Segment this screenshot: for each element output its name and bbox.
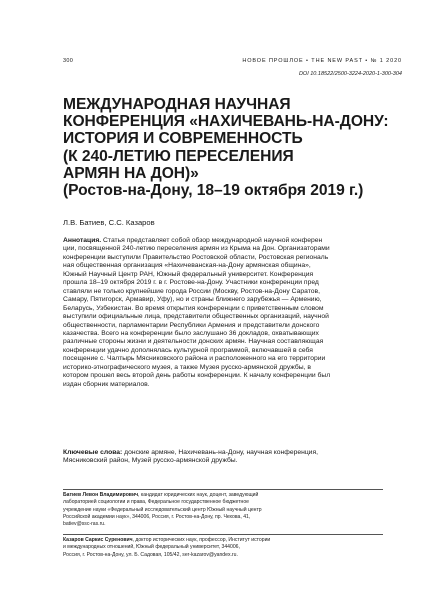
abstract-line: Самару, Пятигорск, Армавир, Уфу), но и страны ближнего зарубежья — Армению, xyxy=(63,296,322,304)
footnote-divider xyxy=(63,534,383,535)
abstract-line: котором прошел весь второй день работы конференции. К началу конференции был xyxy=(63,372,331,380)
abstract-line: прошла 18–19 октября 2019 г. в г. Ростове-на-Дону. Участники конференции пред xyxy=(63,279,319,287)
article-title xyxy=(63,96,408,199)
abstract-label: Аннотация. xyxy=(63,237,102,244)
abstract-line: историко-этнографического музея, а также Музея русско-армянской дружбы, в xyxy=(63,363,311,371)
footnote-line: и международных отношений, Южный федеральный университет, 344006, xyxy=(63,544,240,551)
abstract-line: ставляли не только крупнейшие города России (Москву, Ростов-на-Дону Саратов, xyxy=(63,287,320,295)
title-subline: (Ростов-на-Дону, 18–19 октября 2019 г.) xyxy=(63,182,364,200)
footnote-divider xyxy=(63,489,383,490)
footnote-text: , доктор исторических наук, профессор, Институт истории xyxy=(132,537,271,543)
abstract-line: ции, посвященной 240-летию переселения армян из Крыма на Дон. Организаторами xyxy=(63,245,330,253)
authors: Л.В. Батиев, С.С. Казаров xyxy=(63,218,155,227)
title-line: АРМЯН НА ДОН)» xyxy=(63,164,199,182)
abstract-line: конференции выступили Правительство Ростовской области, Ростовская региональ xyxy=(63,253,329,261)
footnote-line: лабораторией социологии и права, Федеральное государственное бюджетное xyxy=(63,499,250,506)
footnote-text: , кандидат юридических наук, доцент, заведующий xyxy=(138,492,259,498)
keywords-text: донские армяне, Нахичевань-на-Дону, научная конференция, xyxy=(122,449,318,456)
footnote-line: Россия, г. Ростов-на-Дону, ул. Б. Садовая, 105/42, ser-kazarov@yandex.ru. xyxy=(63,551,238,558)
abstract-line: казачества. Всего на конференции было заслушано 36 докладов, охватывающих xyxy=(63,329,319,337)
keywords-line: Мясниковский район, Музей русско-армянской дружбы. xyxy=(63,457,238,465)
author-name: Батиев Левон Владимирович xyxy=(63,492,139,498)
abstract-line: посещение с. Чалтырь Мясниковского района и расположенного на его территории xyxy=(63,355,326,363)
author-name: Казаров Саркис Суренович xyxy=(63,537,133,543)
abstract-line: выступили официальные лица, представители общественных организаций, научной xyxy=(63,313,329,321)
footnote-line: batiev@ssc-ras.ru. xyxy=(63,521,106,528)
keywords-label: Ключевые слова: xyxy=(63,449,123,456)
abstract-line: общественности, парламентарии Республики Армения и представители донского xyxy=(63,321,320,329)
author-note-kazarov xyxy=(63,537,381,559)
title-line: ИСТОРИЯ И СОВРЕМЕННОСТЬ xyxy=(63,130,303,148)
abstract-text: Статья представляет собой обзор международной научной конферен xyxy=(101,237,323,244)
footnote-line: учреждение науки «Федеральный исследовательский центр Южный научный центр xyxy=(63,506,262,513)
keywords xyxy=(63,449,383,466)
page-number: 300 xyxy=(63,58,74,64)
author-note-batiev xyxy=(63,492,381,528)
title-line: (К 240-ЛЕТИЮ ПЕРЕСЕЛЕНИЯ xyxy=(63,147,294,165)
abstract-line: Беларусь, Узбекистан. Во время открытия конференции с приветственным словом xyxy=(63,304,324,312)
title-line: КОНФЕРЕНЦИЯ «НАХИЧЕВАНЬ-НА-ДОНУ: xyxy=(63,113,389,131)
abstract-line: различные стороны жизни и деятельности донских армян. Научная составляющая xyxy=(63,338,324,346)
running-head: НОВОЕ ПРОШЛОЕ • THE NEW PAST • № 1 2020 xyxy=(242,58,402,64)
abstract-line: ная общественная организация «Нахичеванская-на-Дону армянская община», xyxy=(63,262,311,270)
abstract-line: конференции удачно дополнялась культурной программой, включавшей в себя xyxy=(63,346,313,354)
abstract-line: издан сборник материалов. xyxy=(63,380,150,388)
abstract xyxy=(63,237,383,389)
footnote-line: Российской академии наук», 344006, Россия, г. Ростов-на-Дону, пр. Чехова, 41, xyxy=(63,513,251,520)
title-line: МЕЖДУНАРОДНАЯ НАУЧНАЯ xyxy=(63,96,291,113)
abstract-line: Южный Научный Центр РАН, Южный федеральный университет. Конференция xyxy=(63,270,314,278)
doi: DOI 10.18522/2500-3224-2020-1-300-304 xyxy=(298,71,402,77)
